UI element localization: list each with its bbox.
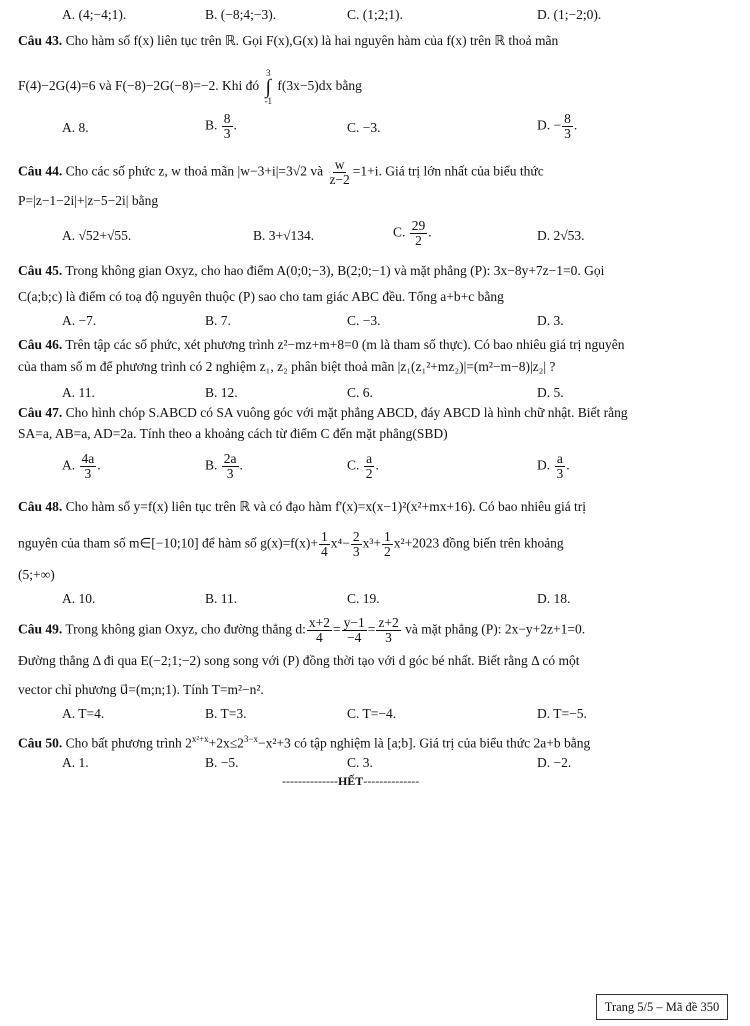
q45-option-c: C. −3. [347,313,381,328]
q48-option-d: D. 18. [537,591,571,606]
q44-option-a: A. √52+√55. [62,228,132,243]
q46-option-b: B. 12. [205,385,238,400]
q50-option-d: D. −2. [537,755,572,770]
q47-option-b: B. $\frac{2a}{3}$ . [205,451,243,481]
q42-option-b: B. (−8;4;−3). [205,7,277,22]
q43-label: Câu 43. [18,33,63,48]
frac-num: 29 [411,218,426,233]
q48-line1 [18,499,586,515]
q42-option-a: A. (4;−4;1). [62,7,127,22]
q47-text1: Cho hình chóp S.ABCD có SA vuông góc với mặt phẳng ABCD, đáy ABCD là hình chữ nhật. Biết rằng [65,405,628,420]
q45-line1 [18,263,604,279]
q50-text1b: +2x≤2 [208,735,244,751]
frac-num: 8 [564,111,571,126]
end-marker [282,774,419,789]
q46-text1: Trên tập các số phức, xét phương trình z²−mz+m+8=0 (m là tham số thực). Có bao nhiêu giá trị nguyên [65,337,625,352]
q48-label: Câu 48. [18,499,63,514]
frac-num: 1 [321,529,328,544]
frac-den: z−2 [329,172,350,187]
q43-line2 [18,68,362,106]
q44-option-c-frac [410,219,428,248]
frac-num: 4a [81,451,95,466]
q48-frac1 [319,530,330,559]
frac-num: a [366,451,373,466]
q43-option-a: A. 8. [62,120,89,135]
q46-line1 [18,337,625,353]
frac-den: 2 [384,544,391,559]
end-text: HẾT [337,774,364,788]
q47-option-c: C. $\frac{a}{2}$ . [347,451,379,481]
frac-num: a [556,451,563,466]
frac-num: 2 [352,529,360,544]
q49-option-a: A. T=4. [62,706,105,721]
frac-den: 3 [564,126,571,141]
q44-line2: P=|z−1−2i|+|z−5−2i| bằng [18,193,159,208]
q50-option-c: C. 3. [347,755,373,770]
q44-text1a: Cho các số phức z, w thoả mãn |w−3+i|=3√2 và [65,163,324,179]
frac-den: 3 [226,466,234,481]
end-dashes-left: -------------- [282,774,338,788]
q49-text1b: và mặt phẳng (P): 2x−y+2z+1=0. [405,621,586,637]
q44-option-c-label: C. [393,224,406,240]
q45-option-d: D. 3. [537,313,564,328]
q50-line1 [18,731,590,752]
q48-line2 [18,530,564,559]
q43-text2b: f(3x−5)dx bằng [277,78,362,94]
q43-option-b-frac [222,112,233,141]
integral-symbol: ∫ [265,76,272,98]
q50-text1a: Cho bất phương trình 2 [65,735,192,751]
q48-text2b: x⁴− [330,535,350,551]
frac-num: 8 [223,111,231,126]
frac-den: 3 [556,466,564,481]
frac-num: x+2 [308,615,330,630]
q47-line2: SA=a, AB=a, AD=2a. Tính theo a khoảng cách từ điểm C đến mặt phẳng(SBD) [18,426,448,441]
q44-line1 [18,158,544,187]
q50-exp1: x²+x [191,734,209,744]
q45-text1: Trong không gian Oxyz, cho hao điểm A(0;0;−3), B(2;0;−1) và mặt phẳng (P): 3x−8y+7z−1=0. Gọi [65,263,605,278]
q47-line1 [18,405,628,421]
q48-option-a: A. 10. [62,591,96,606]
q44-label: Câu 44. [18,163,63,179]
q47-option-c-frac [364,452,375,481]
q49-line1: Câu 49. Trong không gian Oxyz, cho đường thẳng d: $\frac{x+2}{4}$ = $\frac{y-1}{-4}$ = $\frac{z+2}{3}$ và mặt phẳng (P): 2x−y+2z+1=0. [18,615,586,645]
q48-line3: (5;+∞) [18,567,55,582]
q43-option-d-frac [562,112,573,141]
q48-option-b: B. 11. [205,591,238,606]
frac-den: 2 [365,466,373,481]
frac-den: 2 [415,233,422,248]
q50-option-a: A. 1. [62,755,89,770]
q47-option-a-label: A. [62,457,76,473]
q43-text1: Cho hàm số f(x) liên tục trên ℝ. Gọi F(x),G(x) là hai nguyên hàm của f(x) trên ℝ thoả mãn [65,33,559,48]
integral-sign [265,68,273,106]
q46-option-d: D. 5. [537,385,564,400]
q47-option-d-label: D. [537,457,551,473]
q46-option-a: A. 11. [62,385,95,400]
q47-option-a-frac [80,452,97,481]
q43-option-c: C. −3. [347,120,381,135]
q43-option-b-label: B. [205,117,218,133]
frac-den: 3 [84,466,92,481]
frac-num: w [334,157,345,172]
q44-option-c: C. $\frac{29}{2}$ . [393,218,432,248]
q43-option-b: B. $\frac{8}{3}$ . [205,111,237,141]
q48-text1: Cho hàm số y=f(x) liên tục trên ℝ và có đạo hàm f'(x)=x(x−1)²(x²+mx+16). Có bao nhiêu giá trị [65,499,587,514]
q50-exp2: 3−x [243,734,258,744]
q47-option-d: D. $\frac{a}{3}$ . [537,451,570,481]
q49-frac2 [342,616,367,645]
footer-text: Trang 5/5 – Mã đề 350 [604,999,720,1014]
q48-option-c: C. 19. [347,591,380,606]
q46-label: Câu 46. [18,337,63,352]
q43-text2a: F(4)−2G(4)=6 và F(−8)−2G(−8)=−2. Khi đó [18,78,260,94]
q45-option-b: B. 7. [205,313,231,328]
frac-num: y−1 [343,615,365,630]
frac-den: 4 [316,630,323,645]
q44-option-d: D. 2√53. [537,228,585,243]
q45-option-a: A. −7. [62,313,97,328]
q47-label: Câu 47. [18,405,63,420]
q47-option-c-label: C. [347,457,360,473]
frac-den: −4 [346,630,362,645]
q49-option-b: B. T=3. [205,706,247,721]
q47-option-d-frac [555,452,566,481]
q49-label: Câu 49. [18,621,63,637]
frac-den: 3 [223,126,231,141]
q50-label: Câu 50. [18,735,63,751]
integral-lower: -1 [264,96,273,106]
q49-line3: vector chỉ phương u⃗=(m;n;1). Tính T=m²−n². [18,682,264,697]
end-dashes-right: -------------- [363,774,420,788]
q48-frac2 [351,530,362,559]
q43-option-d: D. − $\frac{8}{3}$ . [537,111,578,141]
q47-option-b-frac [222,452,239,481]
q43-option-d-label: D. − [537,117,562,133]
q50-option-b: B. −5. [205,755,239,770]
q49-line2: Đường thẳng Δ đi qua E(−2;1;−2) song song với (P) đồng thời tạo với d góc bé nhất. Biết rằng Δ có một [18,653,580,668]
frac-den: 3 [352,544,360,559]
q47-option-a: A. $\frac{4a}{3}$ . [62,451,101,481]
q49-option-d: D. T=−5. [537,706,587,721]
q44-frac [327,158,351,187]
q42-option-d: D. (1;−2;0). [537,7,602,22]
q42-option-c: C. (1;2;1). [347,7,403,22]
q44-text1b: =1+i. Giá trị lớn nhất của biểu thức [352,163,544,179]
q46-line2: của tham số m để phương trình có 2 nghiệm z₁, z₂ phân biệt thoả mãn |z₁(z₁²+mz₂)|=(m²−m−8)|z₂| ? [18,359,556,374]
q49-text1a: Trong không gian Oxyz, cho đường thẳng d: [65,621,306,637]
q50-text1c: −x²+3 có tập nghiệm là [a;b]. Giá trị của biểu thức 2a+b bằng [257,735,591,751]
frac-num: 1 [384,529,391,544]
integral-upper: 3 [266,68,271,78]
page-footer [596,994,728,1020]
q45-line2: C(a;b;c) là điểm có toạ độ nguyên thuộc (P) sao cho tam giác ABC đều. Tổng a+b+c bằng [18,289,504,304]
frac-den: 4 [321,544,328,559]
q48-text2c: x³+ [362,535,382,551]
frac-num: 2a [223,451,237,466]
frac-den: 3 [385,630,392,645]
q43-line1 [18,33,558,49]
q45-label: Câu 45. [18,263,63,278]
q44-option-b: B. 3+√134. [253,228,315,243]
frac-num: z+2 [378,615,399,630]
q48-frac3 [382,530,393,559]
q48-text2a: nguyên của tham số m∈[−10;10] để hàm số g(x)=f(x)+ [18,535,319,551]
q48-text2d: x²+2023 đồng biến trên khoảng [393,535,564,551]
q46-option-c: C. 6. [347,385,373,400]
q49-frac3 [376,616,400,645]
q49-option-c: C. T=−4. [347,706,397,721]
q47-option-b-label: B. [205,457,218,473]
q49-frac1 [307,616,332,645]
